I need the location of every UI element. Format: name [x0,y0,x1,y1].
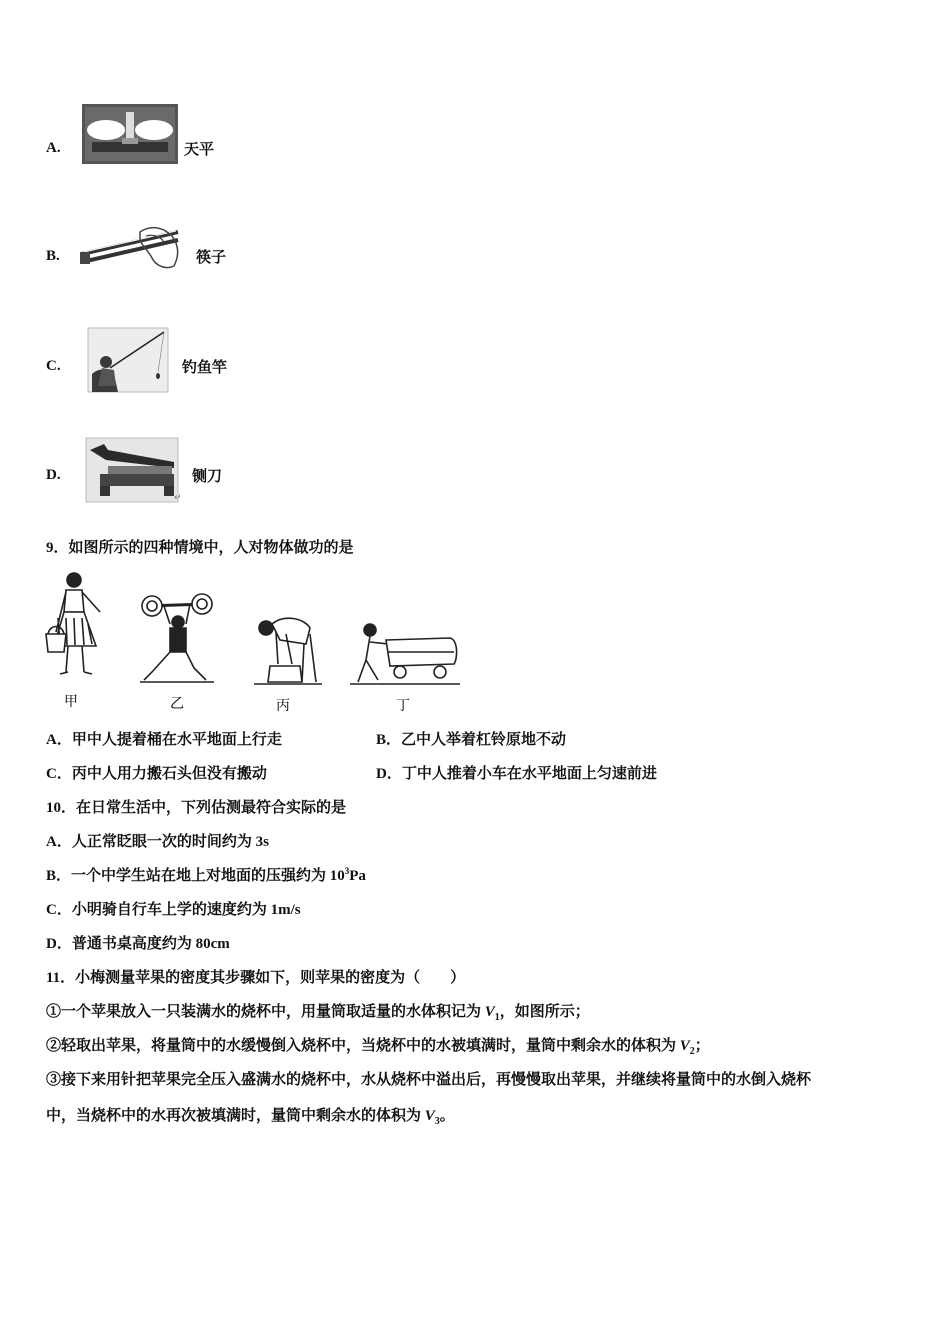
figure-caption: 甲 [64,694,78,710]
figure-yi-weightlifter-icon [140,594,214,682]
step-text: ②轻取出苹果，将量筒中的水缓慢倒入烧杯中，当烧杯中的水被填满时，量筒中剩余水的体积为 [46,1038,680,1054]
volume-variable: V [484,1004,495,1020]
figure-jia-person-bucket-icon [46,573,100,674]
step-text: 。 [439,1108,455,1124]
volume-variable: V [679,1038,690,1054]
option-letter: A. [46,140,61,156]
q9-option-b: B．乙中人举着杠铃原地不动 [376,732,567,748]
figure-ding-pushing-cart-icon [350,624,460,684]
q10-option-a: A．人正常眨眼一次的时间约为 3s [46,834,269,850]
fishing-rod-icon [88,328,168,392]
step-text: 中，当烧杯中的水再次被填满时，量筒中剩余水的体积为 [46,1108,425,1124]
option-label: 钓鱼竿 [182,360,228,376]
q11-step-2 [46,1036,710,1057]
q11-step-3-line-1: ③接下来用针把苹果完全压入盛满水的烧杯中，水从烧杯中溢出后，再慢慢取出苹果，并继续将量筒中的水倒入烧杯 [46,1072,812,1088]
option-label: 天平 [184,142,215,158]
figure-bing-lifting-stone-icon [254,618,322,684]
question-9-stem: 9．如图所示的四种情境中，人对物体做功的是 [46,540,354,556]
lever-cutter-icon [86,438,182,503]
subscript: 1 [494,1012,500,1023]
exponent: 3 [344,866,350,876]
option-letter: D. [46,467,61,483]
q10-option-b-text: B．一个中学生站在地上对地面的压强约为 10 [46,868,345,884]
step-text: ； [694,1038,710,1054]
question-10-stem: 10．在日常生活中，下列估测最符合实际的是 [46,800,347,816]
subscript: 2 [689,1046,695,1057]
figure-caption: 丙 [276,698,290,714]
svg-text:↵: ↵ [174,493,182,503]
option-letter: B. [46,248,60,264]
q10-option-d: D．普通书桌高度约为 80cm [46,936,230,952]
step-text: ，如图所示； [499,1004,590,1020]
q11-step-1 [46,1002,590,1023]
figure-caption: 乙 [170,696,184,712]
q10-option-b [46,866,366,886]
q11-step-3-line-2 [46,1106,455,1127]
question-11-stem: 11．小梅测量苹果的密度其步骤如下，则苹果的密度为（ ） [46,970,466,986]
figure-caption: 丁 [396,698,410,714]
balance-scale-icon [82,104,178,164]
q10-option-c: C．小明骑自行车上学的速度约为 1m/s [46,902,301,918]
step-text: ①一个苹果放入一只装满水的烧杯中，用量筒取适量的水体积记为 [46,1004,485,1020]
option-letter: C. [46,358,61,374]
q9-option-a: A．甲中人提着桶在水平地面上行走 [46,732,282,748]
option-label: 筷子 [196,250,227,266]
volume-variable: V [424,1108,435,1124]
chopsticks-icon [80,222,184,272]
unit: Pa [349,868,366,884]
q9-figure [40,568,470,718]
option-label: 铡刀 [192,469,223,485]
subscript: 3 [434,1116,440,1127]
q9-option-d: D．丁中人推着小车在水平地面上匀速前进 [376,766,657,782]
q9-option-c: C．丙中人用力搬石头但没有搬动 [46,766,267,782]
